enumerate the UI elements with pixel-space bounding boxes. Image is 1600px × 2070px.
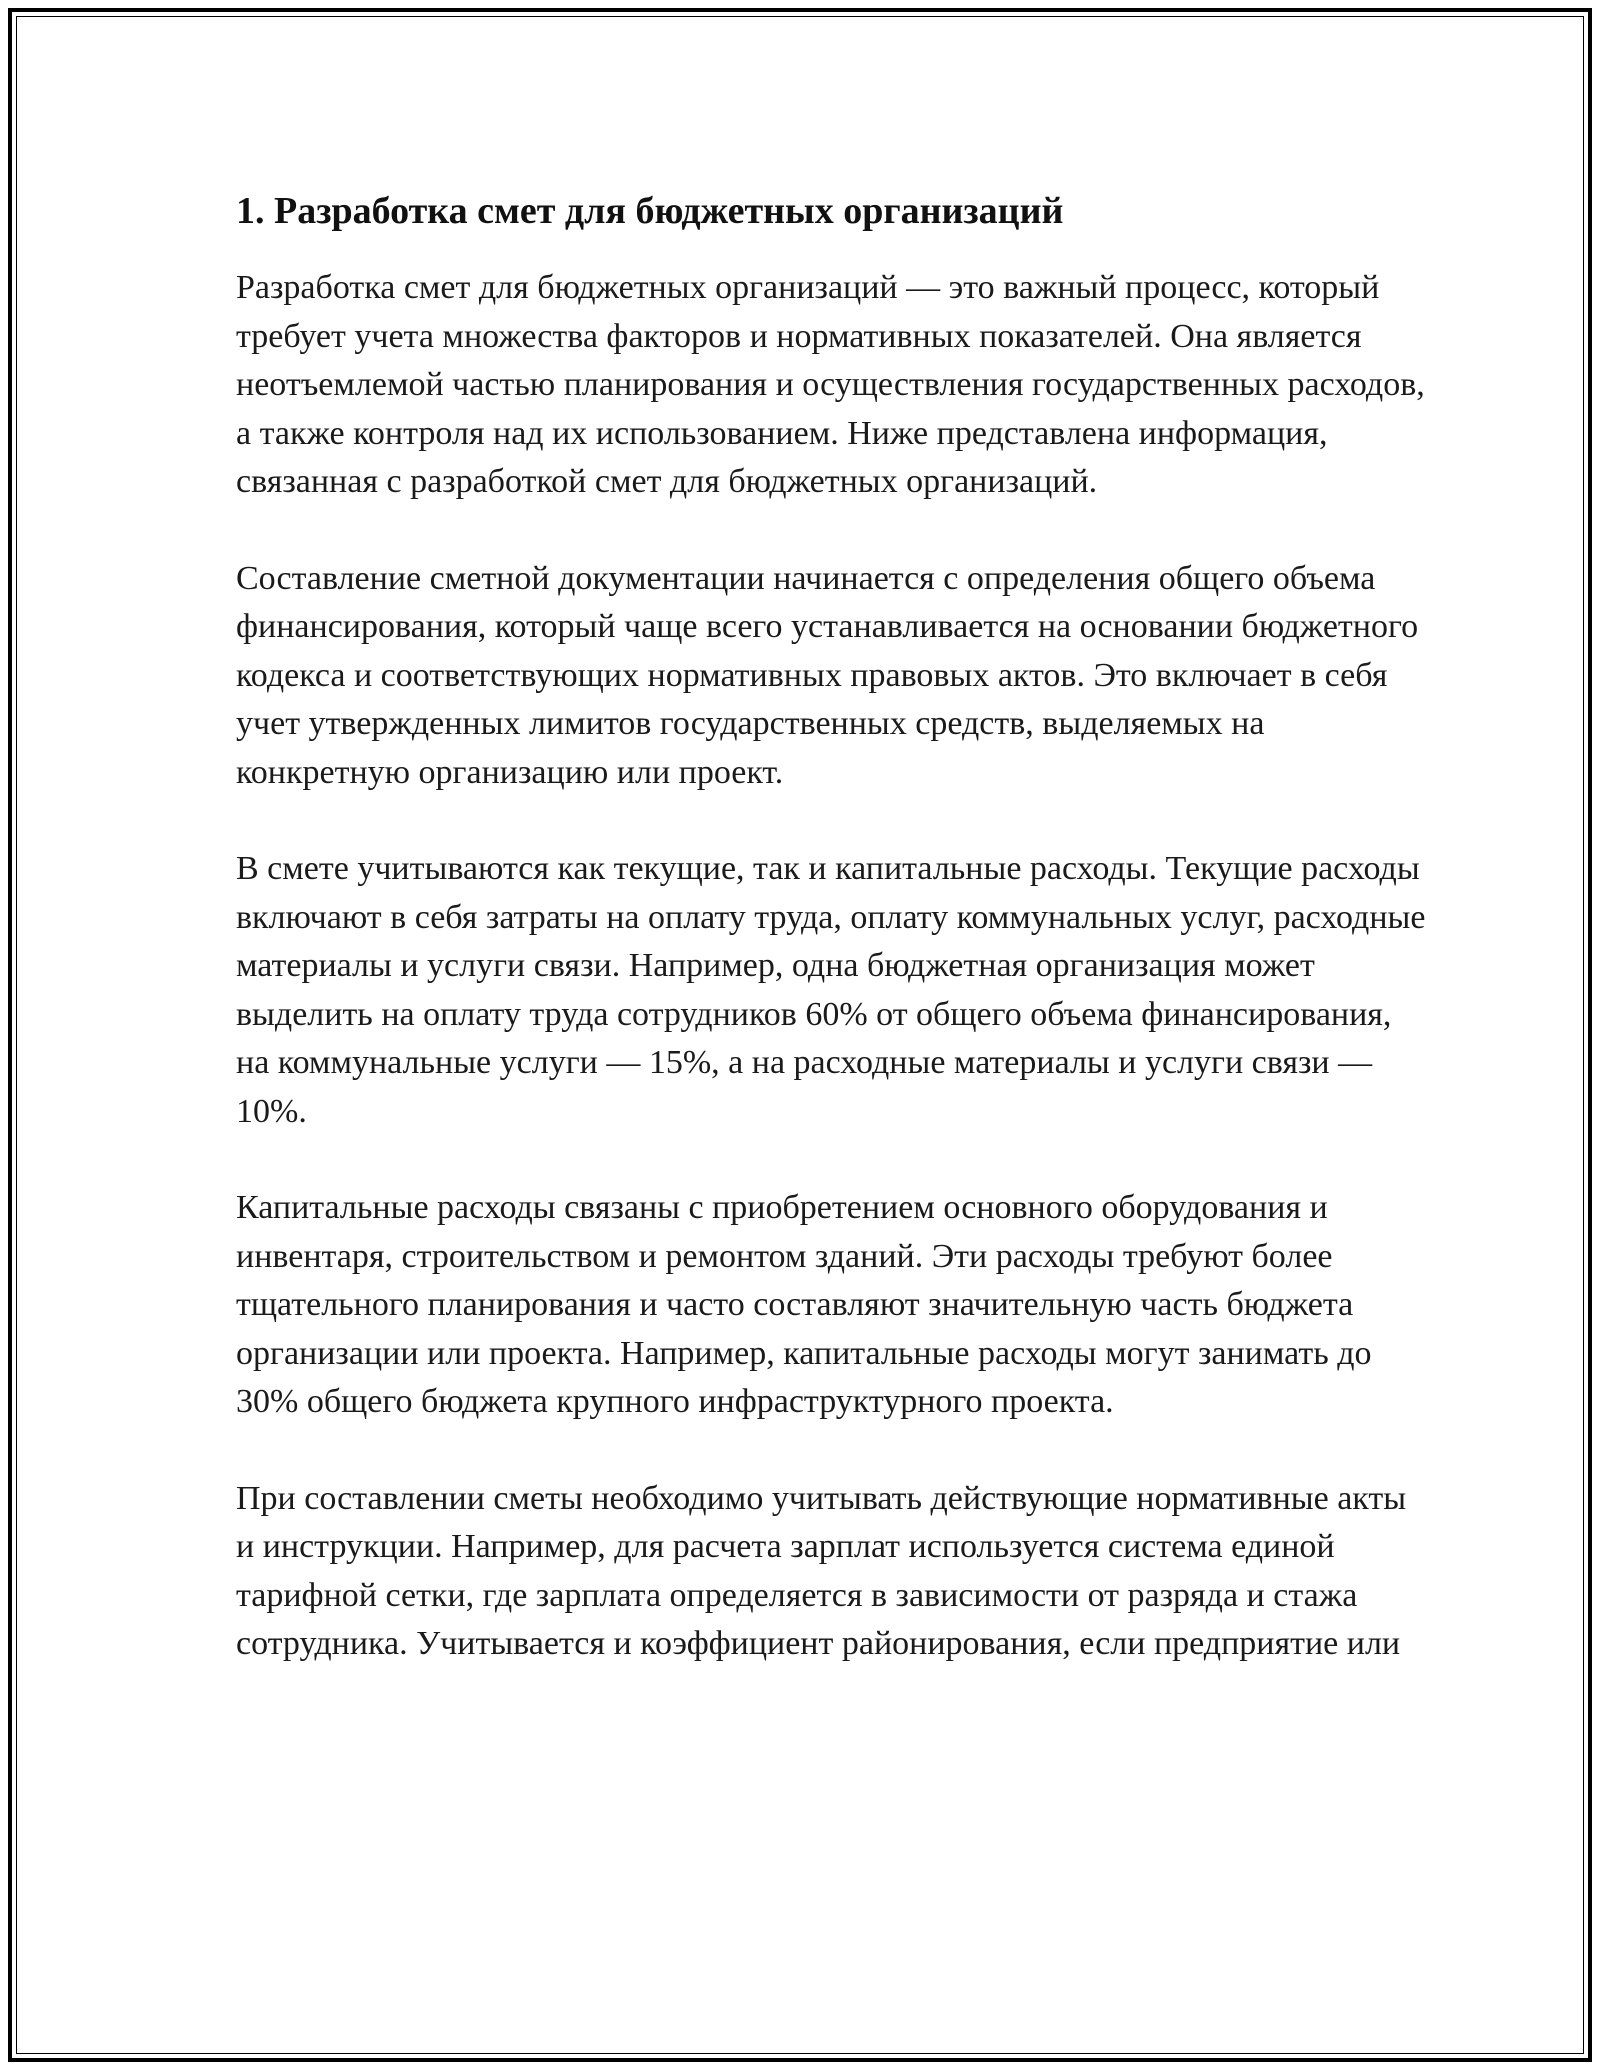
paragraph-current-expenses: В смете учитываются как текущие, так и капитальные расходы. Текущие расходы включают в себя затраты на оплату труда, оплату коммунальных услуг, расходные материалы и услуги связи. Например, одна бюджетная организация может выделить на оплату труда сотрудников 60% от общего объема финансирования, на коммунальные услуги — 15%, а на расходные материалы и услуги связи — 10%. xyxy=(236,850,1426,1130)
document-body xyxy=(236,186,1426,1717)
section-heading: 1. Разработка смет для бюджетных организаций xyxy=(236,190,1064,232)
paragraph-capital-expenses: Капитальные расходы связаны с приобретением основного оборудования и инвентаря, строительством и ремонтом зданий. Эти расходы требуют более тщательного планирования и часто составляют значительную часть бюджета организации или проекта. Например, капитальные расходы могут занимать до 30% общего бюджета крупного инфраструктурного проекта. xyxy=(236,1189,1372,1420)
paragraph-funding-volume: Составление сметной документации начинается с определения общего объема финансирования, который чаще всего устанавливается на основании бюджетного кодекса и соответствующих нормативных правовых актов. Это включает в себя учет утвержденных лимитов государственных средств, выделяемых на конкретную организацию или проект. xyxy=(236,559,1419,791)
paragraph-intro: Разработка смет для бюджетных организаций — это важный процесс, который требует учета множества факторов и нормативных показателей. Она является неотъемлемой частью планирования и осуществления государственных расходов, а также контроля над их использованием. Ниже представлена информация, связанная с разработкой смет для бюджетных организаций. xyxy=(236,269,1425,500)
paragraph-regulations: При составлении сметы необходимо учитывать действующие нормативные акты и инструкции. Например, для расчета зарплат используется система единой тарифной сетки, где зарплата определяется в зависимости от разряда и стажа сотрудника. Учитывается и коэффициент районирования, если предприятие или xyxy=(236,1479,1407,1662)
